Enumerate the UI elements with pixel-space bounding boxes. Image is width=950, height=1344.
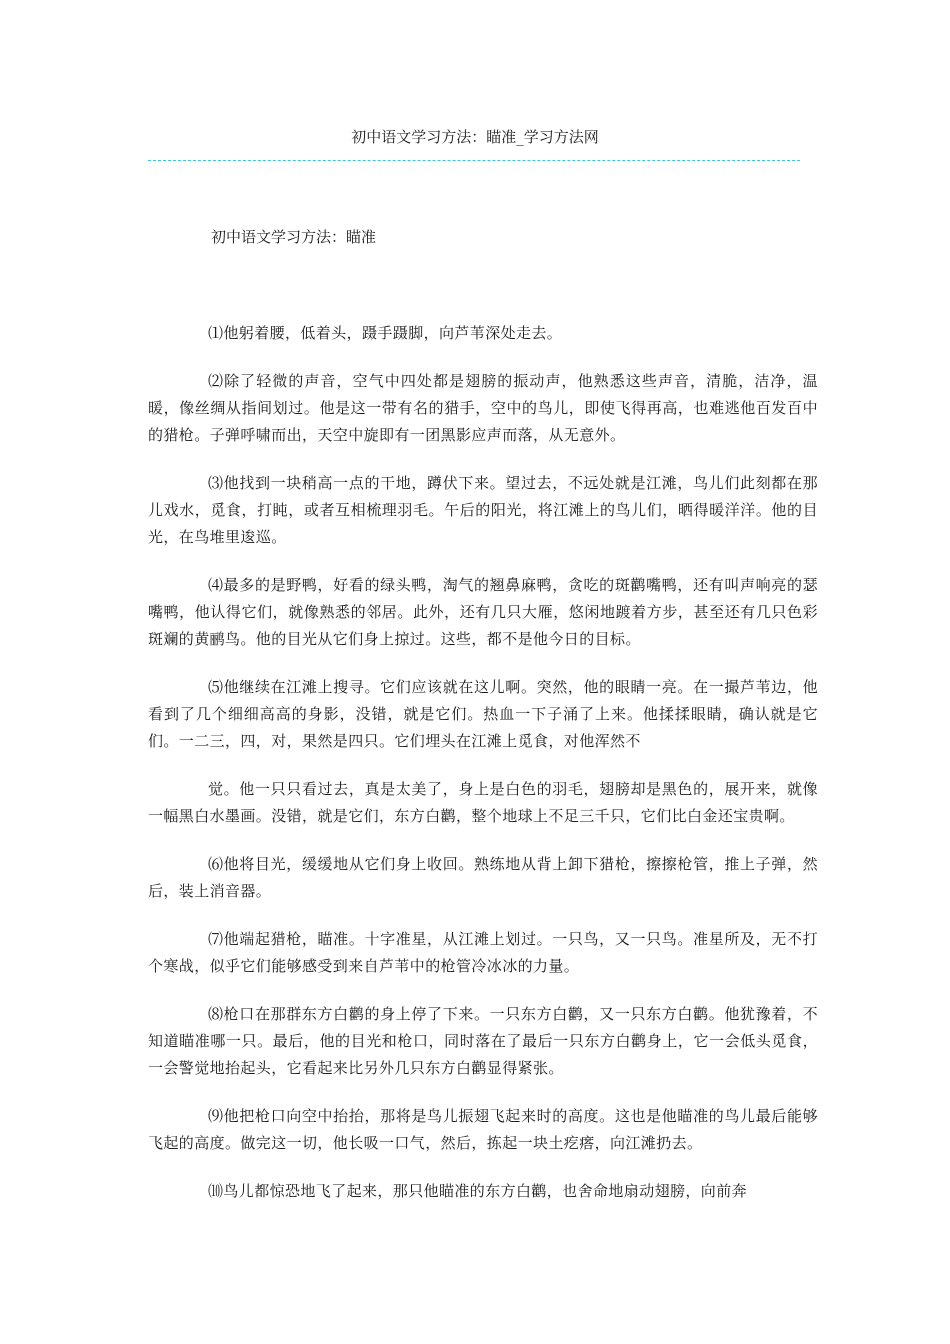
paragraph-10: ⑽鸟儿都惊恐地飞了起来，那只他瞄准的东方白鹳，也舍命地扇动翅膀，向前奔 <box>208 1182 748 1200</box>
paragraph-5-continued: 觉。他一只只看过去，真是太美了，身上是白色的羽毛，翅膀却是黑色的，展开来，就像一幅黑白水墨画。没错，就是它们，东方白鹳，整个地球上不足三千只，它们比白金还宝贵啊。 <box>148 780 818 825</box>
header-divider <box>148 160 800 161</box>
article-body <box>148 320 818 1226</box>
paragraph-4: ⑷最多的是野鸭，好看的绿头鸭，淘气的翘鼻麻鸭，贪吃的斑鹳嘴鸭，还有叫声响亮的瑟嘴鸭，他认得它们，就像熟悉的邻居。此外，还有几只大雁，悠闲地踱着方步，甚至还有几只色彩斑斓的黄鹂鸟。他的目光从它们身上掠过。这些，都不是他今日的目标。 <box>148 576 818 648</box>
paragraph-6: ⑹他将目光，缓缓地从它们身上收回。熟练地从背上卸下猎枪，擦擦枪管，推上子弹，然后，装上消音器。 <box>148 855 818 900</box>
article-title: 初中语文学习方法：瞄准 <box>211 228 377 246</box>
paragraph-5: ⑸他继续在江滩上搜寻。它们应该就在这儿啊。突然，他的眼睛一亮。在一撮芦苇边，他看到了几个细细高高的身影，没错，就是它们。热血一下子涌了上来。他揉揉眼睛，确认就是它们。一二三，四，对，果然是四只。它们埋头在江滩上觅食，对他浑然不 <box>148 678 818 750</box>
paragraph-9: ⑼他把枪口向空中抬抬，那将是鸟儿振翅飞起来时的高度。这也是他瞄准的鸟儿最后能够飞起的高度。做完这一切，他长吸一口气，然后，拣起一块土疙瘩，向江滩扔去。 <box>148 1107 818 1152</box>
paragraph-7: ⑺他端起猎枪，瞄准。十字准星，从江滩上划过。一只鸟，又一只鸟。准星所及，无不打个寒战，似乎它们能够感受到来自芦苇中的枪管冷冰冰的力量。 <box>148 930 818 975</box>
paragraph-8: ⑻枪口在那群东方白鹳的身上停了下来。一只东方白鹳，又一只东方白鹳。他犹豫着，不知道瞄准哪一只。最后，他的目光和枪口，同时落在了最后一只东方白鹳身上，它一会低头觅食，一会警觉地抬起头，它看起来比另外几只东方白鹳显得紧张。 <box>148 1005 818 1077</box>
page-header-title: 初中语文学习方法：瞄准_学习方法网 <box>351 128 599 146</box>
paragraph-3: ⑶他找到一块稍高一点的干地，蹲伏下来。望过去，不远处就是江滩，鸟儿们此刻都在那儿戏水，觅食，打盹，或者互相梳理羽毛。午后的阳光，将江滩上的鸟儿们，晒得暖洋洋。他的目光，在鸟堆里逡巡。 <box>148 474 818 546</box>
paragraph-1: ⑴他躬着腰，低着头，蹑手蹑脚，向芦苇深处走去。 <box>208 324 563 342</box>
paragraph-2: ⑵除了轻微的声音，空气中四处都是翅膀的振动声，他熟悉这些声音，清脆，洁净，温暖，像丝绸从指间划过。他是这一带有名的猎手，空中的鸟儿，即使飞得再高，也难逃他百发百中的猎枪。子弹呼啸而出，天空中旋即有一团黑影应声而落，从无意外。 <box>148 372 818 444</box>
